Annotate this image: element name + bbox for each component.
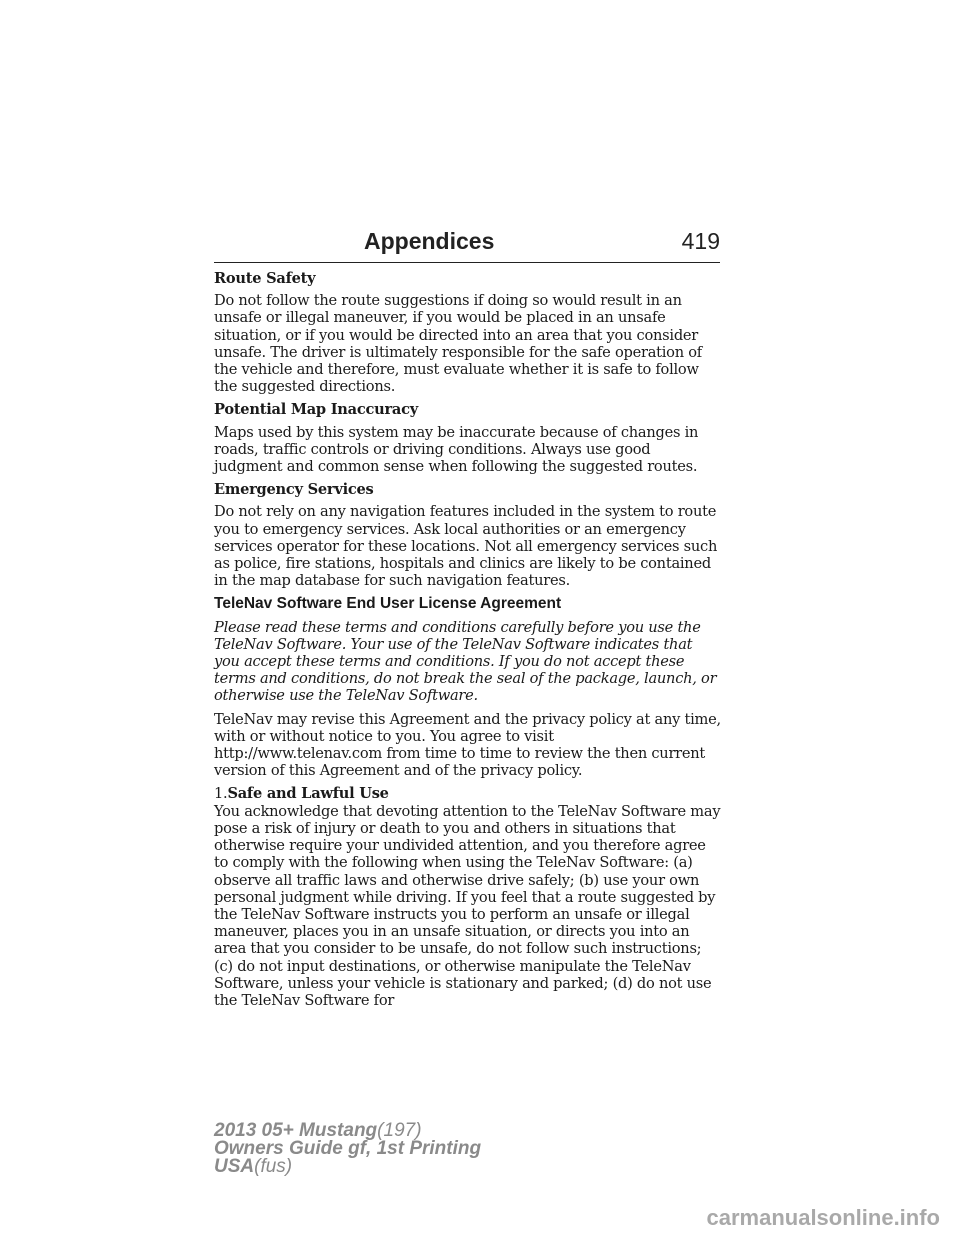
print-footer (214, 1122, 481, 1176)
page-number: 419 (681, 228, 720, 254)
page-header (214, 228, 720, 263)
map-inaccuracy-body: Maps used by this system may be inaccurate because of changes in roads, traffic controls or driving conditions. Always use good judgment and common sense when following the suggested routes. (214, 423, 699, 476)
footer-code: (197) (377, 1120, 422, 1141)
map-inaccuracy-heading: Potential Map Inaccuracy (214, 401, 418, 419)
page-content (214, 270, 722, 1015)
eula-item-1 (214, 785, 722, 1009)
footer-model: 2013 05+ Mustang (214, 1120, 378, 1141)
watermark: carmanualsonline.info (706, 1205, 940, 1230)
eula-intro: Please read these terms and conditions carefully before you use the TeleNav Software. Your use of the TeleNav Software indicates that you accept these terms and conditions. If you do not accept these terms and conditions, do not break the seal of the package, launch, or otherwise use the TeleNav Software. (214, 618, 717, 705)
footer-region: USA (214, 1156, 255, 1177)
item-title: Safe and Lawful Use (227, 785, 389, 803)
route-safety-body: Do not follow the route suggestions if doing so would result in an unsafe or illegal maneuver, if you would be placed in an unsafe situation, or if you would be directed into an area that you consider unsafe. The driver is ultimately responsible for the safe operation of the vehicle and therefore, must evaluate whether it is safe to follow the suggested directions. (214, 292, 702, 396)
emergency-heading: Emergency Services (214, 481, 374, 499)
item-body: You acknowledge that devoting attention to the TeleNav Software may pose a risk of injury or death to you and others in situations that otherwise require your undivided attention, and you therefore agree to comply with the following when using the TeleNav Software: (a) observe all traffic laws and otherwise drive safely; (b) use your own personal judgment while driving. If you feel that a route suggested by the TeleNav Software instructs you to perform an unsafe or illegal maneuver, places you in an unsafe situation, or directs you into an area that you consider to be unsafe, do not follow such instructions; (c) do not input destinations, or otherwise manipulate the TeleNav Software, unless your vehicle is stationary and parked; (d) do not use the TeleNav Software for (214, 802, 721, 1009)
emergency-body: Do not rely on any navigation features included in the system to route you to emergency services. Ask local authorities or an emergency services operator for these locations. Not all emergency services such as police, fire stations, hospitals and clinics are likely to be contained in the map database for such navigation features. (214, 503, 718, 590)
footer-region-code: (fus) (254, 1156, 293, 1177)
route-safety-heading: Route Safety (214, 270, 316, 287)
section-title: Appendices (364, 228, 495, 254)
footer-guide: Owners Guide gf, 1st Printing (214, 1138, 482, 1159)
eula-heading: TeleNav Software End User License Agreement (214, 595, 562, 613)
eula-revise: TeleNav may revise this Agreement and the privacy policy at any time, with or without notice to you. You agree to visit http://www.telenav.com from time to time to review the then current version of this Agreement and of the privacy policy. (214, 710, 721, 780)
item-number: 1. (214, 785, 228, 803)
